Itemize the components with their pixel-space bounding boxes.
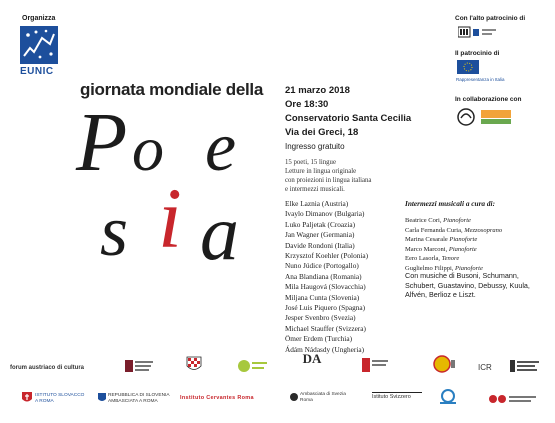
sponsor-turkish-institute-logo	[488, 392, 538, 410]
poet-item: Davide Rondoni (Italia)	[285, 240, 355, 250]
poet-item: Jan Wagner (Germania)	[285, 230, 355, 240]
eunic-logo	[20, 26, 58, 64]
performer-item: Marco Marconi, Pianoforte	[405, 245, 477, 253]
page-title: giornata mondiale della	[80, 80, 263, 99]
sponsor-hungarian-institute-logo	[510, 358, 540, 379]
intro-line: 15 poeti, 15 lingue	[285, 159, 336, 166]
letter-p: P	[76, 96, 128, 189]
poet-item: Michael Stauffer (Svizzera)	[285, 323, 366, 333]
intro-line: e intermezzi musicali.	[285, 186, 345, 193]
letter-a: a	[200, 189, 239, 276]
collab-logos	[457, 106, 517, 133]
event-time: Ore 18:30	[285, 99, 329, 110]
poet-item: Mila Haugová (Slovacchia)	[285, 282, 366, 292]
sponsor-croatia-crest-icon	[186, 356, 202, 379]
event-date: 21 marzo 2018	[285, 85, 350, 96]
composers-text: Con musiche di Busoni, Schumann, Schubert, Guastavino, Debussy, Kuula, Alfvén, Berlioz e Liszt.	[405, 271, 530, 300]
poet-item: Krzysztof Koehler (Polonia)	[285, 251, 369, 261]
poet-item: José Luis Piquero (Spagna)	[285, 303, 366, 313]
poets-list	[285, 199, 368, 355]
sponsor-austrian-forum: forum austriaco di cultura	[10, 365, 85, 371]
music-title: Intermezzi musicali a cura di:	[405, 199, 496, 208]
sponsor-portugal-emblem-icon	[433, 355, 455, 378]
event-venue: Conservatorio Santa Cecilia	[285, 113, 412, 124]
performer-item: Marina Cesarale Pianoforte	[405, 236, 478, 243]
sponsor-bulgarian-logo	[125, 358, 155, 379]
letter-s: s	[100, 191, 129, 271]
sponsor-cultural-center-logo	[438, 389, 458, 410]
high-patronage-label: Con l'alto patrocinio di	[455, 15, 526, 22]
performers-list	[405, 216, 502, 273]
unesco-logo	[458, 26, 498, 45]
event-address: Via dei Greci, 18	[285, 127, 359, 138]
poet-item: Elke Laznia (Austria)	[285, 199, 349, 208]
patronage-label: Il patrocinio di	[455, 50, 500, 57]
poet-item: Luko Paljetak (Croazia)	[285, 219, 356, 229]
intro-text	[285, 158, 371, 194]
letter-e: e	[205, 109, 237, 186]
performer-item: Carla Fernanda Curia, Mezzosoprano	[405, 226, 503, 234]
patron-caption: Rappresentanza in Italia	[456, 77, 505, 82]
performer-item: Beatrice Cori, Pianoforte	[405, 217, 471, 224]
poet-item: Miljana Cunta (Slovenia)	[285, 292, 360, 302]
organizer-label: Organizza	[22, 15, 56, 22]
eunic-stars-icon	[20, 26, 58, 64]
sponsor-slovak-label: ISTITUTO SLOVACCO A ROMA	[35, 393, 85, 404]
letter-i: i	[158, 170, 182, 266]
sponsor-romanian-institute-logo	[478, 360, 500, 378]
performer-item: Eero Lasorla, Tenore	[405, 255, 460, 262]
event-details	[285, 84, 411, 154]
sponsor-swiss-label: Istituto Svizzero	[372, 394, 411, 400]
intro-line: Letture in lingua originale	[285, 168, 357, 175]
poet-item: Ömer Erdem (Turchia)	[285, 334, 353, 344]
sponsor-slovenia-label: REPUBBLICA DI SLOVENIA AMBASCIATA A ROMA	[108, 393, 170, 404]
collab-label: In collaborazione con	[455, 96, 522, 103]
poet-item: Ádám Nádasdy (Ungheria)	[285, 344, 365, 354]
eunic-name: EUNIC	[20, 66, 54, 77]
sponsor-cervantes-label: Instituto Cervantes Roma	[180, 395, 254, 401]
svg-text:ICR: ICR	[478, 363, 492, 372]
poet-item: Jesper Svenbro (Svezia)	[285, 313, 356, 323]
performer-item: Guglielmo Filippi, Pianoforte	[405, 264, 483, 272]
intro-line: con proiezioni in lingua italiana	[285, 177, 372, 184]
poet-item: Nuno Júdice (Portogallo)	[285, 261, 359, 271]
sponsor-goethe-logo	[237, 359, 269, 378]
sponsor-polish-institute-logo	[362, 357, 390, 378]
poet-item: Ana Blandiana (Romania)	[285, 271, 362, 281]
sponsor-sweden-label: Ambasciata di Svezia Roma	[300, 392, 346, 403]
poet-item: Ivaylo Dimanov (Bulgaria)	[285, 209, 365, 219]
event-entry: Ingresso gratuito	[285, 142, 345, 151]
sponsor-dante-logo: DA	[302, 351, 322, 366]
letter-o: o	[132, 113, 164, 184]
